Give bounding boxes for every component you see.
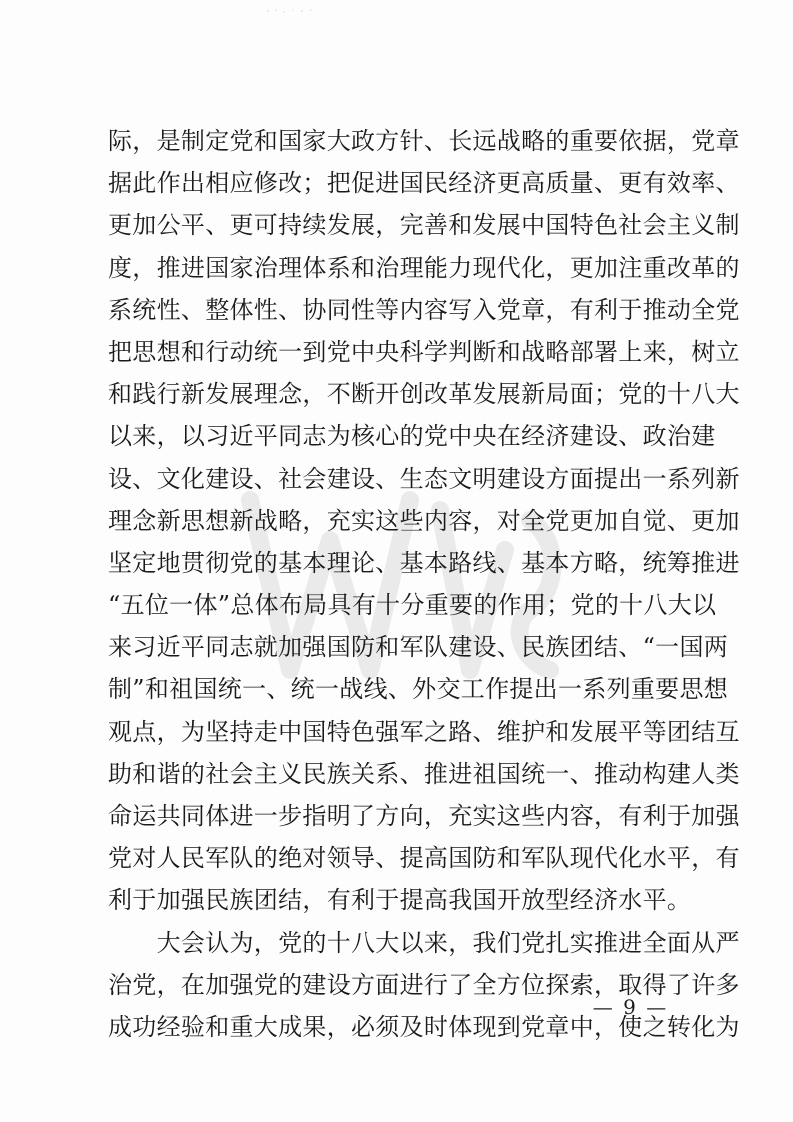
paragraph-2: [108, 922, 740, 1049]
page-number: — 9 —: [592, 995, 669, 1019]
text-line: 观点，为坚持走中国特色强军之路、维护和发展平等团结互: [108, 717, 740, 746]
text-line: 系统性、整体性、协同性等内容写入党章，有利于推动全党: [108, 295, 740, 324]
text-line: 设、文化建设、社会建设、生态文明建设方面提出一系列新: [108, 464, 740, 493]
text-line: 理念新思想新战略，充实这些内容，对全党更加自觉、更加: [108, 506, 740, 535]
text-line: 成功经验和重大成果，必须及时体现到党章中，使之转化为: [108, 1012, 740, 1041]
text-line: 治党，在加强党的建设方面进行了全方位探索，取得了许多: [108, 970, 740, 999]
text-line: 制”和祖国统一、统一战线、外交工作提出一系列重要思想: [108, 675, 729, 704]
text-line: 度，推进国家治理体系和治理能力现代化，更加注重改革的: [108, 253, 740, 282]
text-line: 据此作出相应修改；把促进国民经济更高质量、更有效率、: [108, 169, 740, 198]
text-line: 助和谐的社会主义民族关系、推进祖国统一、推动构建人类: [108, 759, 740, 788]
text-line: 党对人民军队的绝对领导、提高国防和军队现代化水平，有: [108, 844, 740, 873]
paragraph-1: [108, 120, 740, 922]
text-line: 际，是制定党和国家大政方针、长远战略的重要依据，党章: [108, 127, 740, 155]
scan-noise-mark: [262, 8, 322, 14]
text-line: 把思想和行动统一到党中央科学判断和战略部署上来，树立: [108, 337, 740, 366]
text-line: 来习近平同志就加强国防和军队建设、民族团结、“一国两: [108, 633, 729, 662]
text-line: 以来，以习近平同志为核心的党中央在经济建设、政治建: [108, 422, 716, 451]
text-line: 坚定地贯彻党的基本理论、基本路线、基本方略，统筹推进: [108, 548, 740, 577]
text-line: 大会认为，党的十八大以来，我们党扎实推进全面从严: [108, 928, 740, 957]
text-line: 利于加强民族团结，有利于提高我国开放型经济水平。: [108, 886, 692, 915]
text-line: 命运共同体进一步指明了方向，充实这些内容，有利于加强: [108, 802, 740, 830]
text-line: 更加公平、更可持续发展，完善和发展中国特色社会主义制: [108, 211, 740, 240]
body-text: [108, 120, 740, 1048]
text-line: 和践行新发展理念，不断开创改革发展新局面；党的十八大: [108, 380, 740, 409]
text-line: “五位一体”总体布局具有十分重要的作用；党的十八大以: [108, 591, 717, 620]
